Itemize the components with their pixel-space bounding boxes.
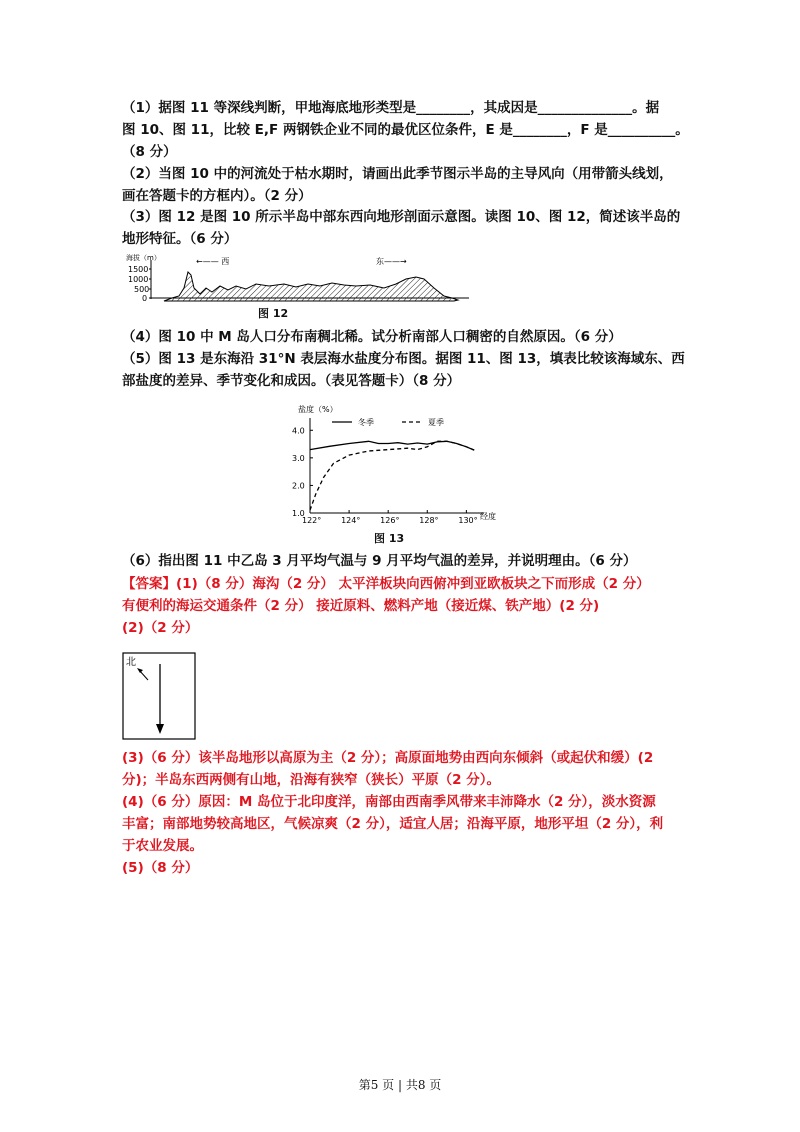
chart-y-tick-label: 1.0 — [292, 509, 305, 518]
fig12-tick-1000: 1000 — [128, 275, 149, 284]
answer-3-line1: (3)（6 分）该半岛地形以高原为主（2 分）；高原面地势由西向东倾斜（或起伏和缓）(2 — [122, 750, 654, 766]
chart-y-tick-label: 2.0 — [292, 481, 305, 491]
chart-x-tick-label: 126° — [380, 516, 400, 525]
q1-line3: （8 分） — [122, 144, 177, 160]
figure-13-salinity-chart — [286, 402, 516, 530]
north-label: 北 — [126, 657, 136, 668]
q2-line1: （2）当图 10 中的河流处于枯水期时，请画出此季节图示半岛的主导风向（用带箭头线划， — [122, 166, 673, 182]
q1-line1: （1）据图 11 等深线判断，甲地海底地形类型是________，其成因是______________。据 — [122, 100, 660, 116]
legend-label-0: 冬季 — [358, 418, 374, 427]
fig12-tick-0: 0 — [142, 294, 148, 303]
q4-line1: （4）图 10 中 M 岛人口分布南稠北稀。试分析南部人口稠密的自然原因。（6 分） — [122, 329, 622, 345]
fig12-tick-1500: 1500 — [128, 265, 149, 274]
answer-4-line2: 丰富；南部地势较高地区，气候凉爽（2 分），适宜人居；沿海平原，地形平坦（2 分），利 — [122, 816, 664, 832]
answer-5-label: (5)（8 分） — [122, 860, 199, 876]
answer-2-wind-box — [122, 652, 196, 742]
fig13-caption: 图 13 — [374, 532, 405, 545]
answer-1-line2: 有便利的海运交通条件（2 分） 接近原料、燃料产地（接近煤、铁产地）(2 分) — [122, 598, 600, 614]
wind-direction-arrow-icon — [156, 664, 164, 734]
fig12-caption: 图 12 — [258, 307, 289, 320]
q3-line2: 地形特征。（6 分） — [122, 231, 238, 247]
chart-y-tick-label: 4.0 — [292, 426, 305, 436]
chart-x-tick-label: 124° — [341, 516, 361, 525]
q5-line1: （5）图 13 是东海沿 31°N 表层海水盐度分布图。据图 11、图 13，填表比较该海域东、西 — [122, 351, 685, 367]
fig12-tick-500: 500 — [134, 285, 150, 294]
series-line-夏季 — [310, 441, 474, 510]
answer-4-line3: 于农业发展。 — [122, 838, 203, 854]
fig12-ylabel: 海拔（m） — [126, 254, 161, 262]
q1-line2: 图 10、图 11，比较 E,F 两钢铁企业不同的最优区位条件，E 是________，F 是__________。 — [122, 122, 689, 138]
fig12-terrain-fill — [164, 272, 458, 301]
chart-xlabel: 经度 — [480, 512, 496, 521]
q6-line1: （6）指出图 11 中乙岛 3 月平均气温与 9 月平均气温的差异，并说明理由。（6 分） — [122, 553, 637, 569]
fig12-west-label: ←—— 西 — [196, 257, 230, 266]
answer-1-line1: 【答案】(1)（8 分）海沟（2 分） 太平洋板块向西俯冲到亚欧板块之下而形成（2 分） — [122, 576, 650, 592]
chart-ylabel: 盐度（%） — [298, 405, 338, 414]
chart-x-tick-label: 130° — [458, 516, 478, 525]
chart-x-tick-label: 128° — [419, 516, 439, 525]
answer-3-line2: 分)；半岛东西两侧有山地，沿海有狭窄（狭长）平原（2 分）。 — [122, 772, 501, 788]
chart-y-tick-label: 3.0 — [292, 453, 305, 463]
q2-line2: 画在答题卡的方框内）。（2 分） — [122, 188, 312, 204]
q3-line1: （3）图 12 是图 10 所示半岛中部东西向地形剖面示意图。读图 10、图 12，简述该半岛的 — [122, 209, 681, 225]
q5-line2: 部盐度的差异、季节变化和成因。（表见答题卡）（8 分） — [122, 373, 461, 389]
chart-x-tick-label: 122° — [302, 516, 322, 525]
answer-2-label: (2)（2 分） — [122, 620, 199, 636]
figure-12-terrain-profile — [124, 252, 474, 312]
answer-4-line1: (4)（6 分）原因：M 岛位于北印度洋，南部由西南季风带来丰沛降水（2 分），淡水资源 — [122, 794, 656, 810]
legend-label-1: 夏季 — [428, 418, 444, 427]
fig12-east-label: 东——→ — [376, 257, 407, 266]
page-footer: 第5 页 | 共8 页 — [358, 1078, 442, 1092]
north-arrow-icon — [137, 668, 148, 680]
